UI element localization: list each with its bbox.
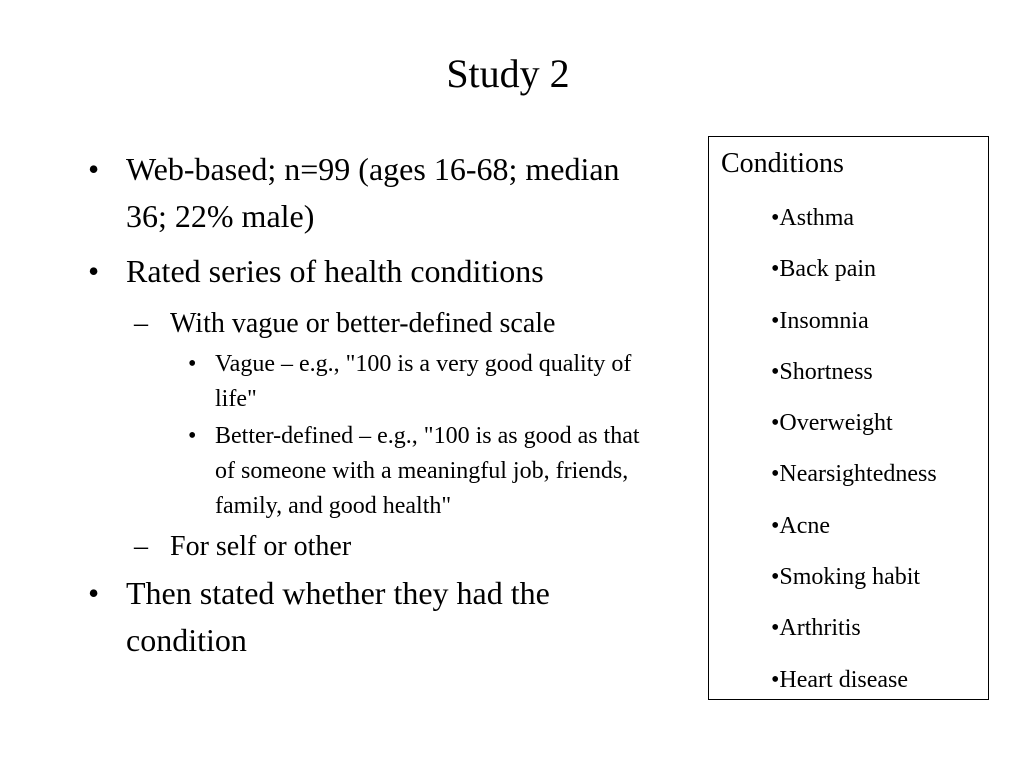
bullet-text: Then stated whether they had the condition xyxy=(126,575,550,658)
sub-sub-bullet-vague xyxy=(88,347,658,417)
conditions-list xyxy=(771,204,937,717)
condition-item: •Insomnia xyxy=(771,307,869,334)
bullet-text: Rated series of health conditions xyxy=(126,253,544,289)
dash-marker: – xyxy=(134,531,148,562)
bullet-marker: • xyxy=(188,351,197,377)
sub-bullet-text: With vague or better-defined scale xyxy=(170,308,556,339)
condition-item: •Heart disease xyxy=(771,666,909,693)
sub-bullet-scale xyxy=(88,303,658,344)
sub-sub-bullet-better-defined xyxy=(88,419,658,524)
bullet-stated-condition xyxy=(88,570,658,664)
condition-item: •Asthma xyxy=(771,205,855,231)
bullet-list xyxy=(88,146,658,672)
condition-item: •Nearsightedness xyxy=(771,461,937,488)
bullet-marker: • xyxy=(88,151,100,187)
sub-bullet-text: For self or other xyxy=(170,531,352,562)
bullet-marker: • xyxy=(88,575,100,611)
bullet-marker: • xyxy=(88,253,100,289)
bullet-web-based xyxy=(88,146,658,240)
sub-bullet-self-other xyxy=(88,526,658,567)
dash-marker: – xyxy=(134,308,148,339)
sub-sub-bullet-text: Vague – e.g., "100 is a very good quality of life" xyxy=(215,351,632,412)
bullet-text: Web-based; n=99 (ages 16-68; median 36; 22% male) xyxy=(126,151,620,234)
condition-item: •Shortness xyxy=(771,358,873,385)
sub-sub-bullet-text: Better-defined – e.g., "100 is as good as that of someone with a meaningful job, friends, family, and good health" xyxy=(215,423,640,519)
condition-item: •Arthritis xyxy=(771,615,861,642)
bullet-marker: • xyxy=(188,423,197,449)
condition-item: •Back pain xyxy=(771,256,877,283)
bullet-rated-series xyxy=(88,248,658,295)
conditions-title: Conditions xyxy=(721,148,844,179)
condition-item: •Overweight xyxy=(771,410,893,437)
slide-title: Study 2 xyxy=(446,51,570,96)
condition-item: •Acne xyxy=(771,512,831,539)
condition-item: •Smoking habit xyxy=(771,564,921,591)
conditions-box xyxy=(708,136,989,700)
